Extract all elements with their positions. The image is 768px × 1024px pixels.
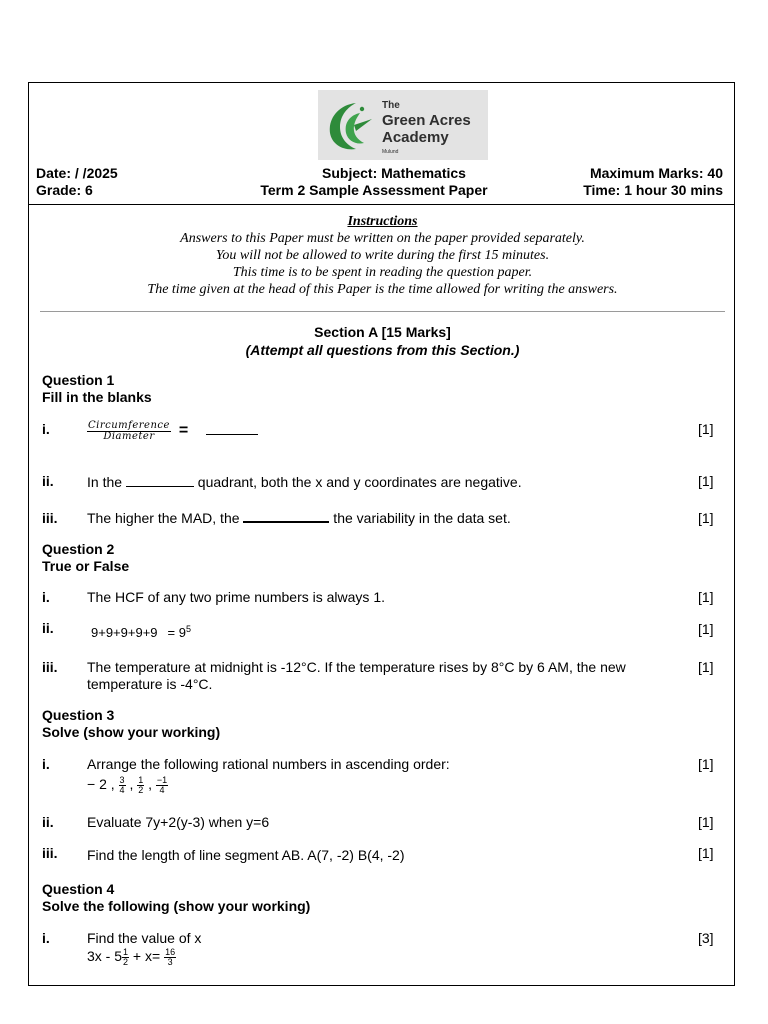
q4-i-text — [87, 930, 201, 967]
equation — [87, 948, 201, 967]
separator: , — [129, 776, 134, 793]
marks: [1] — [698, 421, 714, 437]
numerator: 16 — [165, 947, 176, 957]
fraction — [87, 421, 171, 442]
question-title: Question 3 — [42, 707, 115, 723]
fraction — [137, 776, 144, 795]
school-name: Green Acres Academy — [382, 112, 471, 146]
subject-field: Subject: Mathematics — [322, 165, 466, 181]
instructions-divider — [40, 311, 725, 312]
denominator: 4 — [119, 785, 125, 795]
marks: [3] — [698, 930, 714, 946]
header-divider — [29, 204, 735, 205]
question-subtitle: Solve the following (show your working) — [42, 898, 311, 914]
expr-part: + x= — [129, 948, 165, 965]
section-subtitle: (Attempt all questions from this Section.) — [245, 342, 520, 358]
question-2-heading — [42, 541, 129, 575]
expr-part: 3x - 5 — [87, 948, 123, 965]
question-4-heading — [42, 881, 310, 915]
text-line: Find the value of x — [87, 930, 202, 946]
item-number: ii. — [42, 814, 54, 830]
item-number: iii. — [42, 659, 58, 675]
numerator: Circumference — [88, 420, 170, 431]
q3-ii-text: Evaluate 7y+2(y-3) when y=6 — [87, 814, 270, 830]
rhs: = 9 — [167, 625, 186, 641]
q2-i-text: The HCF of any two prime numbers is always 1. — [87, 589, 385, 605]
section-title: Section A [15 Marks] — [314, 324, 451, 340]
text-part: the variability in the data set. — [329, 510, 511, 526]
rational-list — [87, 776, 450, 795]
instruction-line: This time is to be spent in reading the question paper. — [232, 265, 533, 280]
item-number: i. — [42, 421, 50, 437]
fraction — [156, 776, 168, 795]
paper-title: Term 2 Sample Assessment Paper — [260, 182, 488, 198]
denominator: Diameter — [103, 431, 155, 442]
question-subtitle: Fill in the blanks — [42, 389, 152, 405]
marks: [1] — [698, 589, 714, 605]
logo-the: The — [382, 100, 400, 111]
text-line: Arrange the following rational numbers in ascending order: — [87, 756, 450, 772]
marks: [1] — [698, 756, 714, 772]
q2-iii-text — [87, 659, 626, 693]
q3-iii-text: Find the length of line segment AB. A(7, -2) B(4, -2) — [87, 847, 405, 863]
marks: [1] — [698, 510, 714, 526]
exponent: 5 — [185, 624, 191, 634]
question-subtitle: True or False — [42, 558, 130, 574]
question-title: Question 4 — [42, 881, 115, 897]
item-number: i. — [42, 930, 50, 946]
q1-ii-text — [87, 474, 522, 491]
question-title: Question 1 — [42, 372, 115, 388]
numerator: −1 — [156, 775, 168, 785]
item-number: i. — [42, 589, 50, 605]
text-part: In the — [87, 474, 126, 490]
marks: [1] — [698, 845, 714, 861]
separator: , — [148, 776, 153, 793]
text-line: temperature is -4°C. — [87, 676, 213, 692]
instruction-line: You will not be allowed to write during the first 15 minutes. — [215, 248, 550, 263]
item-number: iii. — [42, 510, 58, 526]
instruction-line: Answers to this Paper must be written on the paper provided separately. — [180, 231, 585, 246]
answer-blank[interactable] — [243, 521, 329, 523]
q2-ii-expression — [87, 621, 191, 641]
instruction-line: The time given at the head of this Paper is the time allowed for writing the answers. — [147, 282, 618, 297]
denominator: 3 — [167, 957, 173, 967]
marks: [1] — [698, 659, 714, 675]
numerator: 1 — [123, 947, 129, 957]
marks: [1] — [698, 473, 714, 489]
item-number: ii. — [42, 473, 54, 489]
numerator: 1 — [138, 775, 144, 785]
fraction — [122, 948, 129, 967]
text-line: The temperature at midnight is -12°C. If the temperature rises by 8°C by 6 AM, the new — [87, 659, 626, 675]
question-subtitle: Solve (show your working) — [42, 724, 221, 740]
denominator: 2 — [123, 957, 129, 967]
instructions-title: Instructions — [347, 214, 418, 229]
max-marks: Maximum Marks: 40 — [589, 165, 723, 181]
time-allowed: Time: 1 hour 30 mins — [583, 182, 723, 198]
numerator: 3 — [119, 775, 125, 785]
school-emblem-icon — [326, 99, 374, 151]
instructions-block — [40, 213, 725, 298]
text-part: quadrant, both the x and y coordinates are negative. — [193, 474, 522, 490]
item-number: ii. — [42, 620, 54, 636]
answer-blank[interactable] — [126, 486, 194, 487]
equals-sign: = — [178, 422, 189, 440]
text-part: The higher the MAD, the — [87, 510, 244, 526]
item-number: i. — [42, 756, 50, 772]
q1-iii-text — [87, 510, 511, 527]
fraction — [164, 948, 176, 967]
marks: [1] — [698, 621, 714, 637]
fraction — [119, 776, 126, 795]
date-field: Date: / /2025 — [36, 165, 118, 181]
denominator: 4 — [159, 785, 165, 795]
number: − 2 , — [87, 776, 115, 793]
answer-blank[interactable] — [206, 434, 258, 435]
question-3-heading — [42, 707, 220, 741]
q3-i-text — [87, 756, 450, 795]
item-number: iii. — [42, 845, 58, 861]
question-title: Question 2 — [42, 541, 115, 557]
school-location: Mulund — [382, 149, 399, 155]
lhs: 9+9+9+9+9 — [91, 625, 158, 641]
marks: [1] — [698, 814, 714, 830]
question-1-heading — [42, 372, 152, 406]
grade-field: Grade: 6 — [36, 182, 93, 198]
q1-i-expression — [87, 421, 258, 442]
denominator: 2 — [138, 785, 144, 795]
school-logo — [318, 90, 488, 160]
